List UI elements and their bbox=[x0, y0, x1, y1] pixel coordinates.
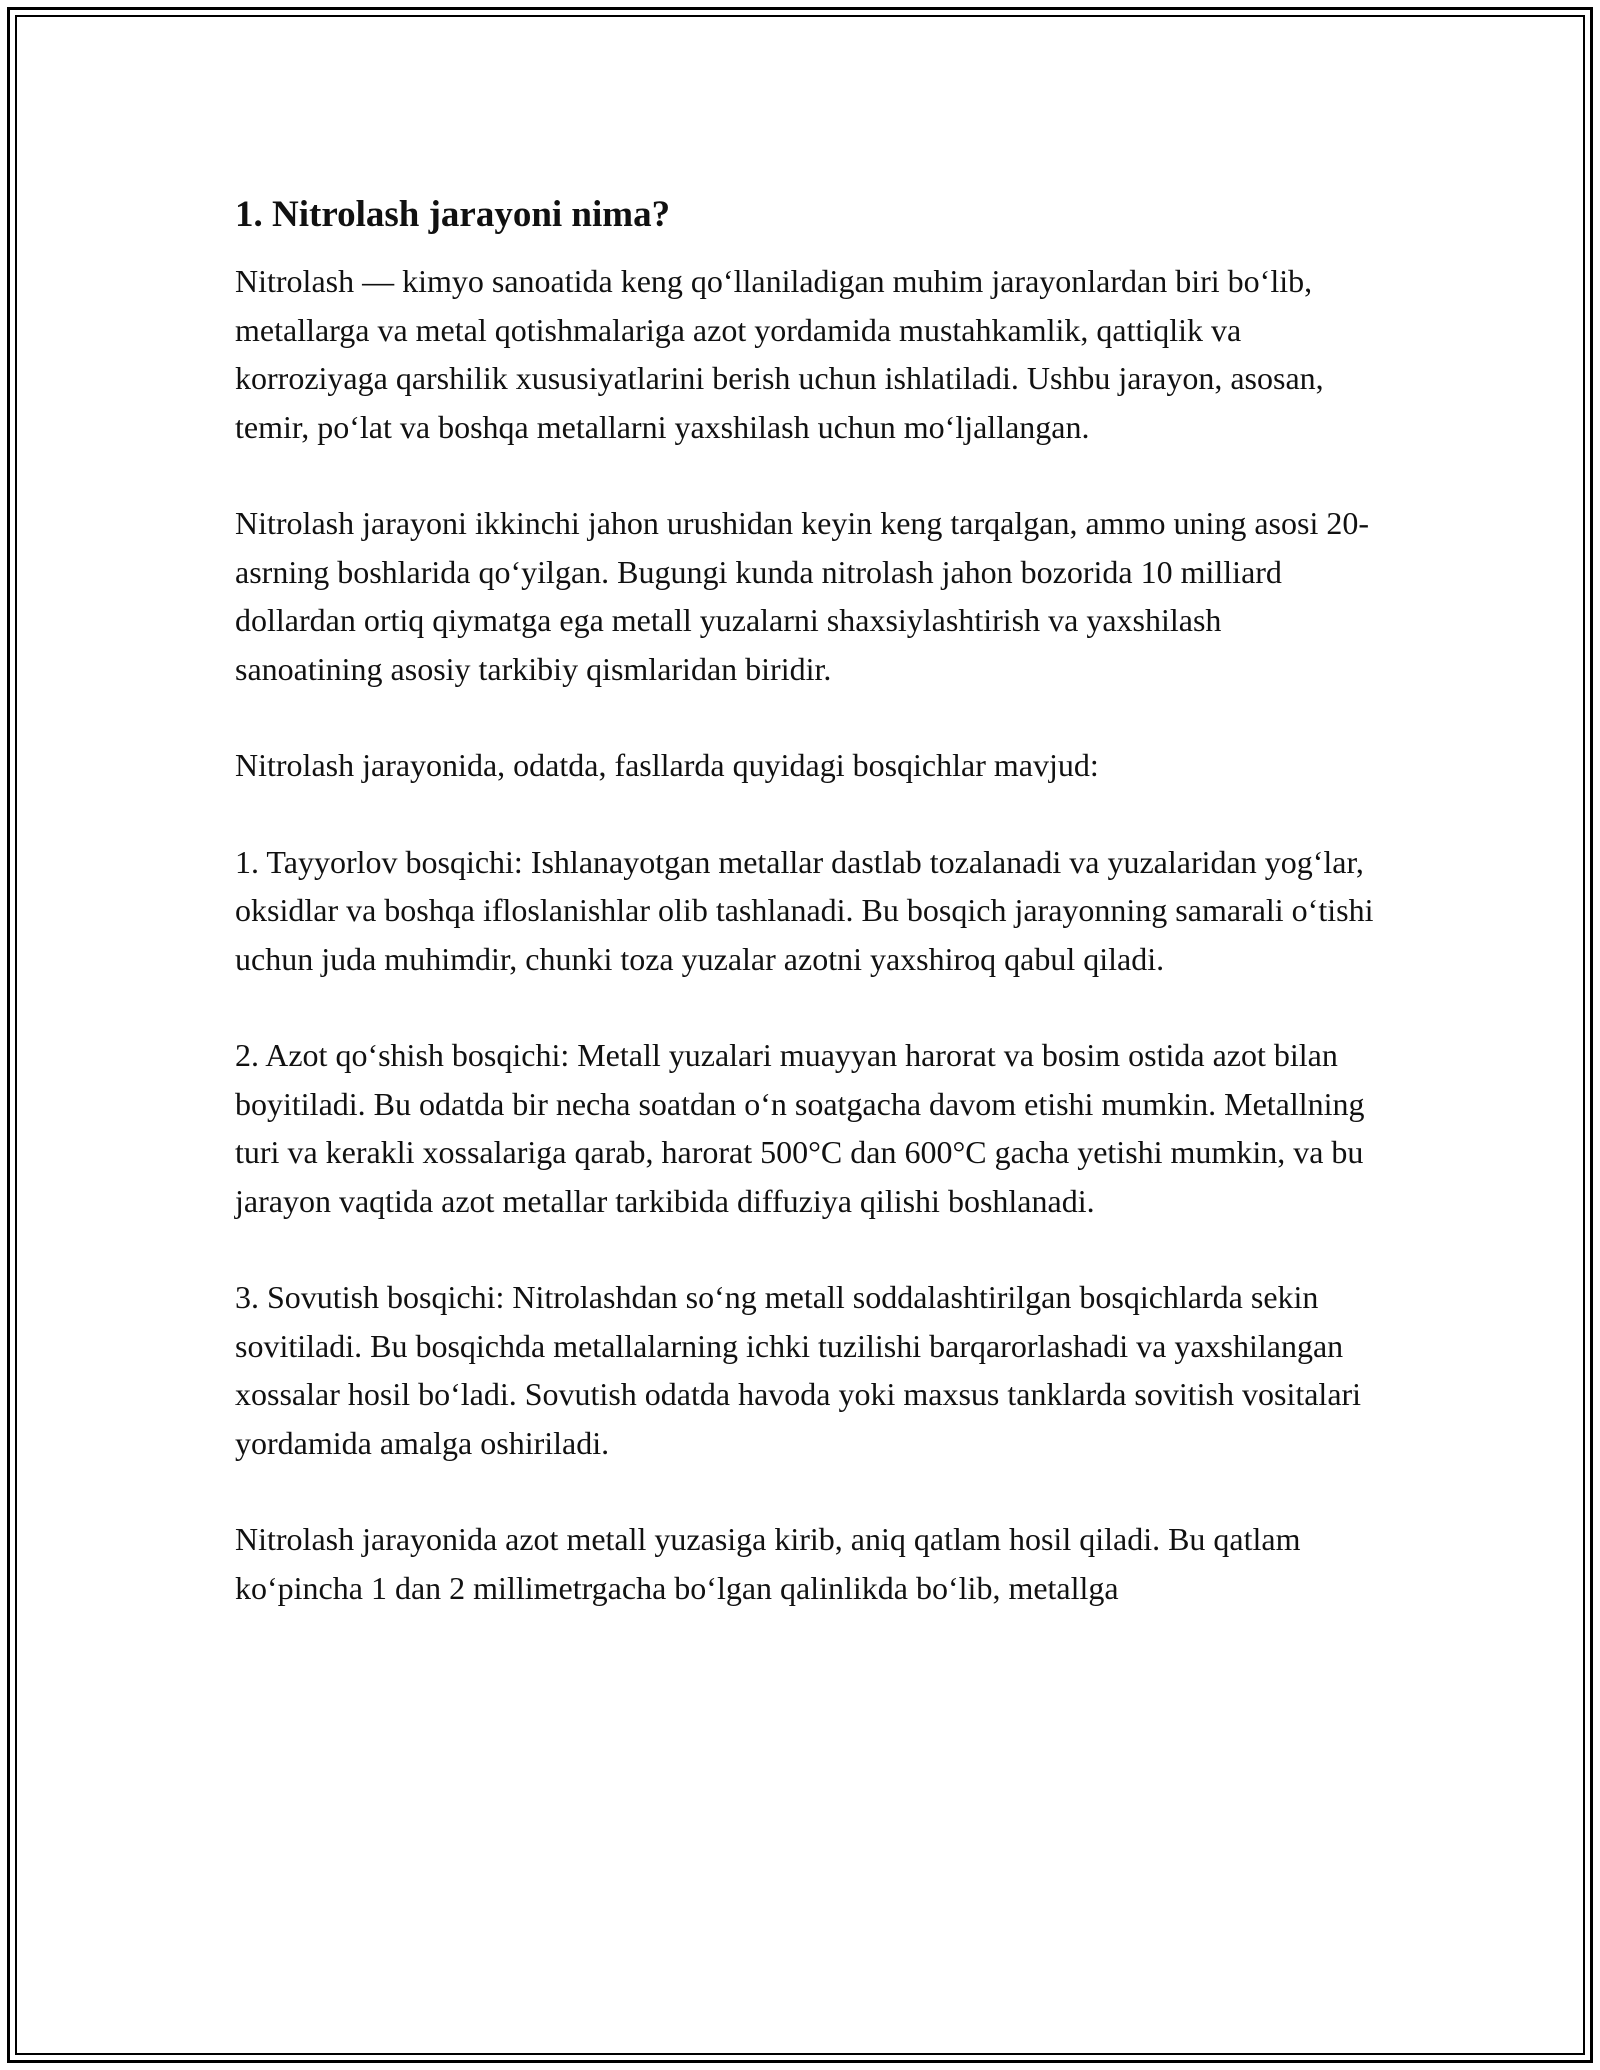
paragraph-stage-2: 2. Azot qo‘shish bosqichi: Metall yuzalari muayyan harorat va bosim ostida azot bilan boyitiladi. Bu odatda bir necha soatdan o‘n soatgacha davom etishi mumkin. Metallning turi va kerakli xossalariga qarab, harorat 500°C dan 600°C gacha yetishi mumkin, va bu jarayon vaqtida azot metallar tarkibida diffuziya qilishi boshlanadi. bbox=[235, 1037, 1365, 1219]
paragraph-stage-3: 3. Sovutish bosqichi: Nitrolashdan so‘ng metall soddalashtirilgan bosqichlarda sekin sovitiladi. Bu bosqichda metallalarning ichki tuzilishi barqarorlashadi va yaxshilangan xossalar hosil bo‘ladi. Sovutish odatda havoda yoki maxsus tanklarda sovitish vositalari yordamida amalga oshiriladi. bbox=[235, 1279, 1362, 1461]
paragraph-nitride-layer: Nitrolash jarayonida azot metall yuzasiga kirib, aniq qatlam hosil qiladi. Bu qatlam ko‘pincha 1 dan 2 millimetrgacha bo‘lgan qalinlikda bo‘lib, metallga bbox=[235, 1521, 1301, 1606]
paragraph-stage-1: 1. Tayyorlov bosqichi: Ishlanayotgan metallar dastlab tozalanadi va yuzalaridan yog‘lar, oksidlar va boshqa ifloslanishlar olib tashlanadi. Bu bosqich jarayonning samarali o‘tishi uchun juda muhimdir, chunki toza yuzalar azotni yaxshiroq qabul qiladi. bbox=[235, 843, 1374, 977]
paragraph-stages-intro: Nitrolash jarayonida, odatda, fasllarda quyidagi bosqichlar mavjud: bbox=[235, 747, 1099, 783]
paragraph-intro: Nitrolash — kimyo sanoatida keng qo‘llaniladigan muhim jarayonlardan biri bo‘lib, metallarga va metal qotishmalariga azot yordamida mustahkamlik, qattiqlik va korroziyaga qarshilik xususiyatlarini berish uchun ishlatiladi. Ushbu jarayon, asosan, temir, po‘lat va boshqa metallarni yaxshilash uchun mo‘ljallangan. bbox=[235, 263, 1324, 445]
section-heading: 1. Nitrolash jarayoni nima? bbox=[235, 194, 671, 235]
paragraph-history: Nitrolash jarayoni ikkinchi jahon urushidan keyin keng tarqalgan, ammo uning asosi 20-asrning boshlarida qo‘yilgan. Bugungi kunda nitrolash jahon bozorida 10 milliard dollardan ortiq qiymatga ega metall yuzalarni shaxsiylashtirish va yaxshilash sanoatining asosiy tarkibiy qismlaridan biridir. bbox=[235, 505, 1369, 687]
document-body bbox=[235, 185, 1375, 1660]
